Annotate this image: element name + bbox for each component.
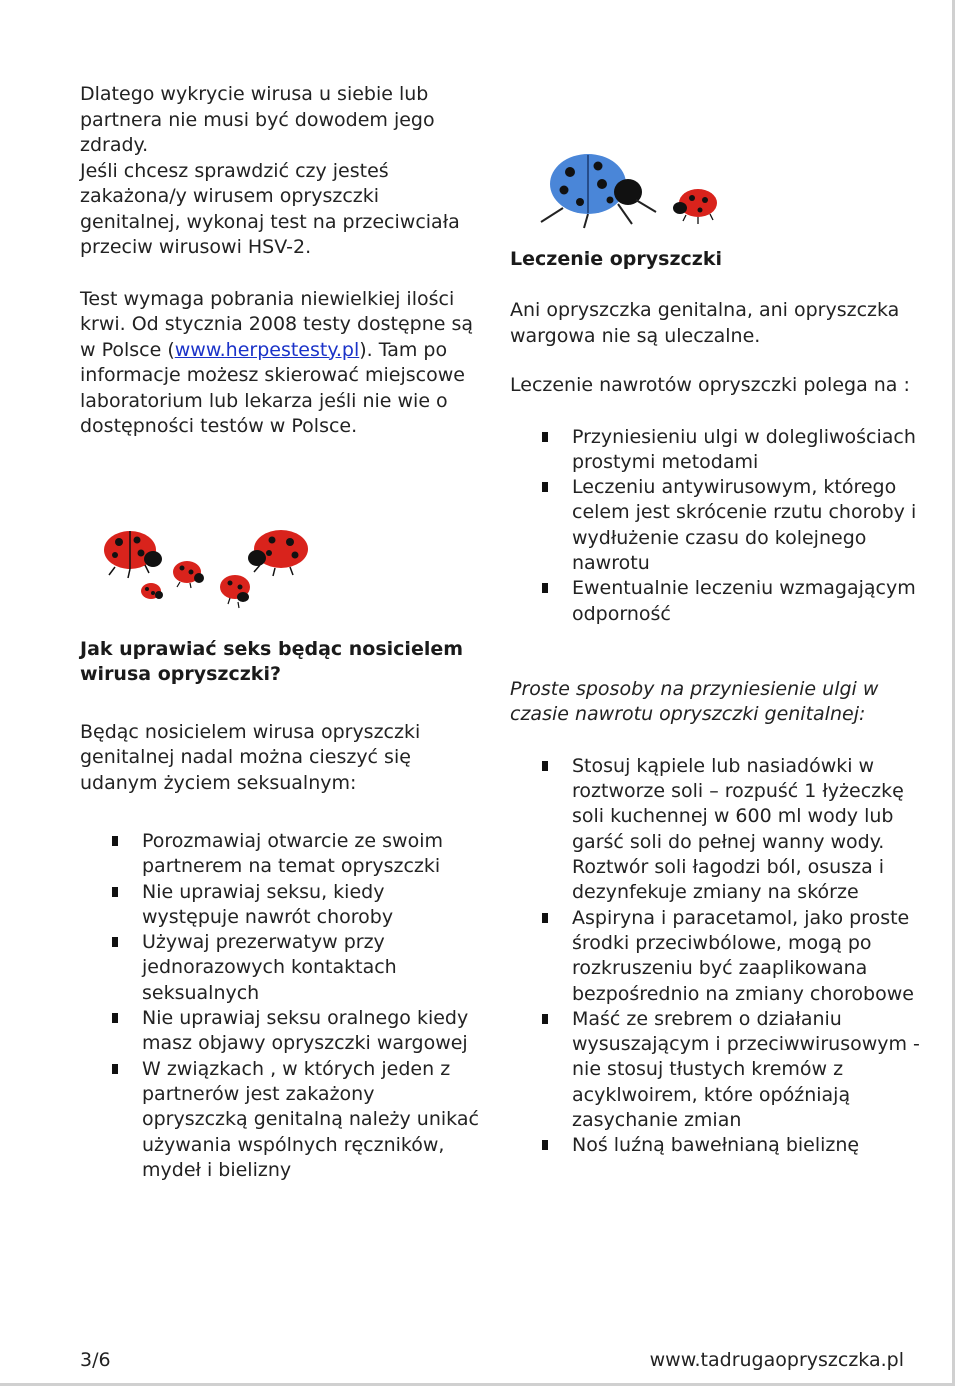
list-item [80,829,480,880]
left-paragraph-1: Dlatego wykrycie wirusa u siebie lub partnera nie musi być dowodem jego zdrady. [80,83,435,156]
list-item-text: Leczeniu antywirusowym, którego celem jest skrócenie rzutu choroby i wydłużenie czasu do kolejnego nawrotu [572,476,917,574]
list-item [510,475,920,576]
list-item-text: Maść ze srebrem o działaniu wysuszającym i przeciwwirusowym -nie stosuj tłustych kremów z acyklwoirem, które opóźniają zasychanie zmian [572,1007,920,1132]
right-paragraph-1: Ani opryszczka genitalna, ani opryszczka wargowa nie są uleczalne. [510,299,900,347]
left-column [80,82,480,1183]
left-bullet-list [80,829,480,1183]
right-bullet-list-2 [510,754,920,1159]
left-paragraph-3-end: ). Tam po informacje możesz skierować miejscowe laboratorium lub lekarza jeśli nie wie o dostępności testów w Polsce. [80,338,465,437]
square-bullet-icon [112,887,118,897]
list-item-text: W związkach , w których jeden z partnerów jest zakażony opryszczką genitalną należy unikać używania wspólnych ręczników, mydeł i bielizny [142,1057,479,1181]
ladybug-tiny-bottom [141,583,163,599]
list-item-text: Noś luźną bawełnianą bieliznę [572,1134,860,1157]
list-item-text: Przyniesieniu ulgi w dolegliwościach prostymi metodami [572,425,916,473]
blue-ladybug-illustration [528,148,738,233]
list-item-continuation: Roztwór soli łagodzi ból, osusza i dezynfekuje zmiany na skórze [572,856,885,904]
square-bullet-icon [542,913,548,923]
list-item-text: Nie uprawiaj seksu oralnego kiedy masz objawy opryszczki wargowej [142,1007,469,1055]
square-bullet-icon [542,583,548,593]
left-paragraph-2: Jeśli chcesz sprawdzić czy jesteś zakażona/y wirusem opryszczki genitalnej, wykonaj test na przeciwciała przeciw wirusowi HSV-2. [80,159,460,258]
list-item-text: Używaj prezerwatyw przy jednorazowych kontaktach seksualnych [142,931,397,1004]
list-item [510,1133,920,1158]
list-item-text: Ewentualnie leczeniu wzmagającym odporność [572,577,916,625]
square-bullet-icon [542,432,548,442]
square-bullet-icon [542,1140,548,1150]
ladybug-large-left [104,531,162,578]
list-item [510,576,920,627]
right-bullet-list-1 [510,425,920,627]
list-item-text: Aspiryna i paracetamol, jako proste środki przeciwbólowe, mogą po rozkruszeniu być zaaplikowana bezpośrednio na zmiany chorobowe [572,906,914,1005]
right-heading: Leczenie opryszczki [510,248,722,270]
list-item [510,1007,920,1133]
left-paragraph-3 [80,287,480,440]
list-item-text: Nie uprawiaj seksu, kiedy występuje nawrót choroby [142,880,394,928]
square-bullet-icon [542,1014,548,1024]
list-item-text: Stosuj kąpiele lub nasiadówki w roztworze soli – rozpuść 1 łyżeczkę soli kuchennej w 600 ml wody lub garść soli do pełnej wanny wody. [572,754,904,853]
square-bullet-icon [112,836,118,846]
square-bullet-icon [542,761,548,771]
list-item [80,1006,480,1057]
ladybugs-illustration [85,525,315,615]
right-column [510,247,920,1159]
right-italic-heading: Proste sposoby na przyniesienie ulgi w czasie nawrotu opryszczki genitalnej: [510,677,879,726]
square-bullet-icon [112,1013,118,1023]
square-bullet-icon [112,1064,118,1074]
footer-website: www.tadrugaopryszczka.pl [649,1349,904,1371]
herpestesty-link[interactable]: www.herpestesty.pl [174,338,360,361]
list-item [510,754,920,906]
left-heading: Jak uprawiać seks będąc nosicielem wirusa opryszczki? [80,637,464,685]
square-bullet-icon [112,937,118,947]
list-item [80,1057,480,1183]
ladybug-large-right [248,530,308,576]
list-item [80,930,480,1006]
list-item [510,425,920,476]
right-paragraph-2: Leczenie nawrotów opryszczki polega na : [510,374,910,396]
left-paragraph-3-start: Test wymaga pobrania niewielkiej ilości krwi. Od stycznia 2008 testy dostępne są w Polsce ( [80,287,474,361]
left-intro: Będąc nosicielem wirusa opryszczki genitalnej nadal można cieszyć się udanym życiem seksualnym: [80,720,421,794]
ladybug-small-middle [173,561,204,588]
ladybug-blue [541,154,656,228]
list-item [80,880,480,931]
page-number: 3/6 [80,1349,111,1371]
list-item-text: Porozmawiaj otwarcie ze swoim partnerem na temat opryszczki [142,830,443,878]
ladybug-red-small [673,189,717,224]
list-item [510,906,920,1007]
ladybug-medium-right [220,575,250,608]
square-bullet-icon [542,482,548,492]
